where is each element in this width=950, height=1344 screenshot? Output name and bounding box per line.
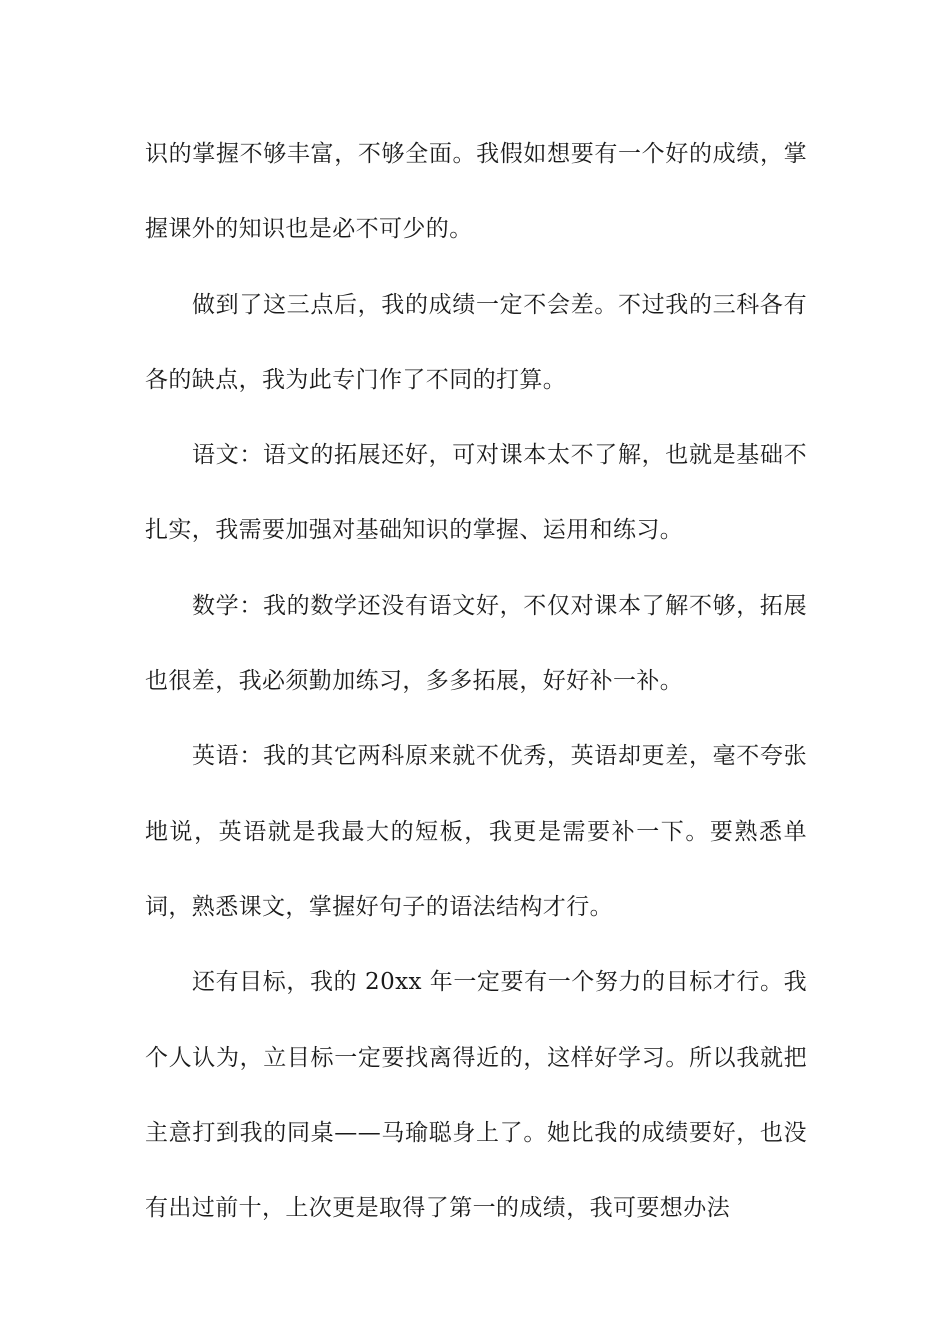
paragraph: 语文：语文的拓展还好，可对课本太不了解，也就是基础不扎实，我需要加强对基础知识的掌握、运用和练习。	[145, 442, 807, 544]
paragraph: 还有目标，我的 20xx 年一定要有一个努力的目标才行。我个人认为，立目标一定要找离得近的，这样好学习。所以我就把主意打到我的同桌——马瑜聪身上了。她比我的成绩要好，也没有出过前十，上次更是取得了第一的成绩，我可要想办法	[145, 969, 807, 1222]
paragraph: 数学：我的数学还没有语文好，不仅对课本了解不够，拓展也很差，我必须勤加练习，多多拓展，好好补一补。	[145, 592, 807, 695]
paragraph: 做到了这三点后，我的成绩一定不会差。不过我的三科各有各的缺点，我为此专门作了不同的打算。	[145, 291, 807, 393]
document-body	[145, 117, 807, 1246]
paragraph: 识的掌握不够丰富，不够全面。我假如想要有一个好的成绩，掌握课外的知识也是必不可少的。	[145, 141, 807, 243]
paragraph: 英语：我的其它两科原来就不优秀，英语却更差，毫不夸张地说，英语就是我最大的短板，我更是需要补一下。要熟悉单词，熟悉课文，掌握好句子的语法结构才行。	[145, 743, 807, 920]
